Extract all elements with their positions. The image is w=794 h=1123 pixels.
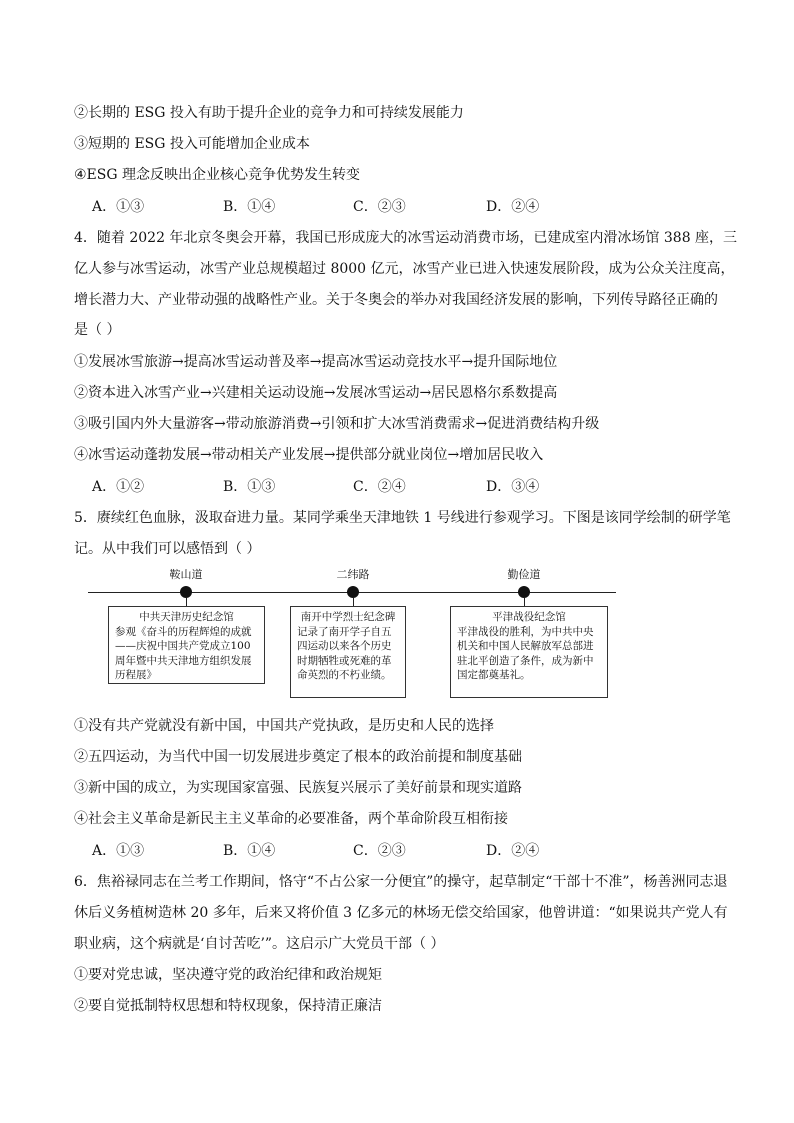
q3-option-d[interactable]: D．②④ bbox=[486, 199, 540, 215]
q3-option-c[interactable]: C．②③ bbox=[353, 199, 406, 215]
station-label-anshandao: 鞍山道 bbox=[169, 568, 203, 581]
q4-option-d[interactable]: D．③④ bbox=[486, 479, 540, 495]
q5-stem-line-1: 5．赓续红色血脉，汲取奋进力量。某同学乘坐天津地铁 1 号线进行参观学习。下图是该同学绘制的研学笔 bbox=[74, 510, 731, 526]
q3-option-b[interactable]: B．①④ bbox=[223, 199, 276, 215]
q5-statement-2: ②五四运动，为当代中国一切发展进步奠定了根本的政治前提和制度基础 bbox=[74, 749, 522, 765]
q3-statement-3: ③短期的 ESG 投入可能增加企业成本 bbox=[74, 136, 310, 152]
card-body: 记录了南开学子自五四运动以来各个历史时期牺牲或死难的革命英烈的不朽业绩。 bbox=[297, 625, 392, 681]
q6-stem-line-2: 休后义务植树造林 20 多年，后来又将价值 3 亿多元的林场无偿交给国家，他曾讲道：“如果说共产党人有 bbox=[74, 905, 728, 921]
connector-line bbox=[186, 598, 187, 606]
q4-option-a[interactable]: A．①② bbox=[92, 479, 145, 495]
q4-option-c[interactable]: C．②④ bbox=[353, 479, 406, 495]
station-label-erweilu: 二纬路 bbox=[336, 568, 370, 581]
q4-stem-line-4: 是（ ） bbox=[74, 322, 121, 338]
connector-line bbox=[353, 598, 354, 606]
station-dot bbox=[518, 586, 530, 598]
q4-stem-line-2: 亿人参与冰雪运动，冰雪产业总规模超过 8000 亿元，冰雪产业已进入快速发展阶段，成为公众关注度高， bbox=[74, 261, 735, 277]
q5-statement-4: ④社会主义革命是新民主主义革命的必要准备，两个革命阶段互相衔接 bbox=[74, 811, 508, 827]
q5-option-a[interactable]: A．①③ bbox=[92, 843, 145, 859]
q6-statement-2: ②要自觉抵制特权思想和特权现象，保持清正廉洁 bbox=[74, 998, 382, 1014]
q4-stem-line-1: 4．随着 2022 年北京冬奥会开幕，我国已形成庞大的冰雪运动消费市场，已建成室内滑冰场馆 388 座，三 bbox=[74, 230, 738, 246]
station-dot bbox=[180, 586, 192, 598]
q4-stem-line-3: 增长潜力大、产业带动强的战略性产业。关于冬奥会的举办对我国经济发展的影响，下列传导路径正确的 bbox=[74, 292, 718, 308]
study-notes-diagram bbox=[88, 566, 628, 706]
card-nankai-martyrs-monument bbox=[290, 606, 406, 698]
card-title: 平津战役纪念馆 bbox=[492, 611, 566, 623]
q5-option-c[interactable]: C．②③ bbox=[353, 843, 406, 859]
q4-option-b[interactable]: B．①③ bbox=[223, 479, 276, 495]
card-body: 平津战役的胜利，为中共中央机关和中国人民解放军总部进驻北平创造了条件，成为新中国定都奠基礼。 bbox=[457, 625, 594, 681]
card-pingjin-campaign-museum bbox=[450, 606, 608, 698]
q6-stem-line-1: 6．焦裕禄同志在兰考工作期间，恪守“不占公家一分便宜”的操守，起草制定“干部十不准”，杨善洲同志退 bbox=[74, 874, 728, 890]
q4-statement-2: ②资本进入冰雪产业→兴建相关运动设施→发展冰雪运动→居民恩格尔系数提高 bbox=[74, 385, 558, 401]
q5-stem-line-2: 记。从中我们可以感悟到（ ） bbox=[74, 541, 261, 557]
q3-option-a[interactable]: A．①③ bbox=[92, 199, 145, 215]
card-body: 参观《奋斗的历程辉煌的成就——庆祝中国共产党成立100周年暨中共天津地方组织发展历程展》 bbox=[115, 625, 252, 681]
q4-statement-1: ①发展冰雪旅游→提高冰雪运动普及率→提高冰雪运动竞技水平→提升国际地位 bbox=[74, 354, 558, 370]
station-dot bbox=[347, 586, 359, 598]
q4-statement-3: ③吸引国内外大量游客→带动旅游消费→引领和扩大冰雪消费需求→促进消费结构升级 bbox=[74, 416, 600, 432]
q6-stem-line-3: 职业病，这个病就是‘自讨苦吃’”。这启示广大党员干部（ ） bbox=[74, 936, 445, 952]
card-title: 中共天津历史纪念馆 bbox=[139, 611, 234, 623]
card-tianjin-party-history-museum bbox=[108, 606, 265, 684]
q5-option-d[interactable]: D．②④ bbox=[486, 843, 540, 859]
q6-statement-1: ①要对党忠诚，坚决遵守党的政治纪律和政治规矩 bbox=[74, 967, 382, 983]
connector-line bbox=[524, 598, 525, 606]
q5-statement-1: ①没有共产党就没有新中国，中国共产党执政，是历史和人民的选择 bbox=[74, 718, 494, 734]
q3-statement-4: ④ESG 理念反映出企业核心竞争优势发生转变 bbox=[74, 167, 360, 183]
q5-statement-3: ③新中国的成立，为实现国家富强、民族复兴展示了美好前景和现实道路 bbox=[74, 780, 522, 796]
card-title: 南开中学烈士纪念碑 bbox=[300, 611, 396, 623]
q3-statement-2: ②长期的 ESG 投入有助于提升企业的竞争力和可持续发展能力 bbox=[74, 105, 464, 121]
q4-statement-4: ④冰雪运动蓬勃发展→带动相关产业发展→提供部分就业岗位→增加居民收入 bbox=[74, 447, 544, 463]
q5-option-b[interactable]: B．①④ bbox=[223, 843, 276, 859]
station-label-qinjiandao: 勤俭道 bbox=[507, 568, 541, 581]
